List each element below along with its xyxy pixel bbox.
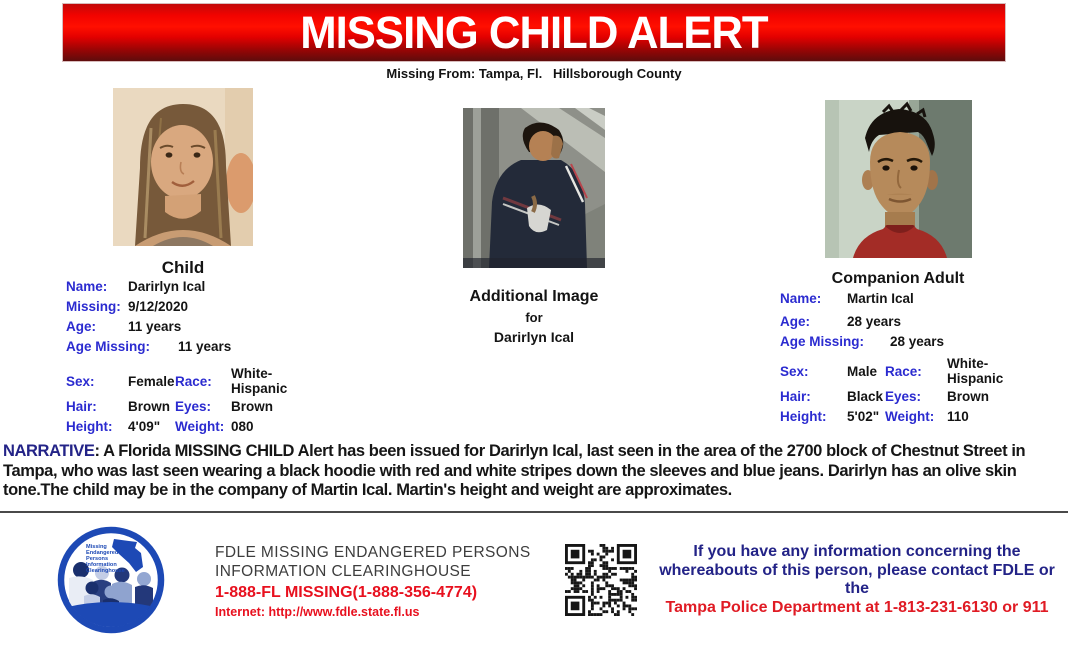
contact-block: [650, 543, 1064, 617]
logo-text-line: Persons: [86, 556, 109, 562]
eyes-label: Eyes:: [885, 388, 922, 404]
adult-age-missing-row: [780, 331, 1040, 351]
child-sex-race-row: [66, 366, 326, 396]
weight-value: 110: [947, 408, 969, 424]
adult-sex-race-row: [780, 356, 1040, 386]
child-age-row: [66, 316, 326, 336]
logo-text-line: Endangered: [86, 550, 119, 556]
weight-label: Weight:: [885, 408, 935, 424]
logo-text-line: Clearinghouse: [86, 568, 125, 574]
alert-title: MISSING CHILD ALERT: [300, 6, 768, 58]
height-value: 5'02": [847, 408, 880, 424]
eyes-label: Eyes:: [175, 398, 212, 414]
weight-label: Weight:: [175, 418, 225, 434]
narrative-label: NARRATIVE: [3, 442, 95, 460]
org-name-line2: INFORMATION CLEARINGHOUSE: [215, 563, 472, 580]
sex-label: Sex:: [66, 373, 95, 389]
contact-instructions: If you have any information concerning the whereabouts of this person, please contact FDLE or the: [659, 543, 1055, 597]
logo-text-line: Information: [86, 562, 117, 568]
hair-value: Brown: [128, 398, 170, 414]
org-name-line1: FDLE MISSING ENDANGERED PERSONS: [215, 544, 531, 561]
adult-info: [780, 288, 1040, 426]
child-hair-eyes-row: [66, 396, 326, 416]
age-value: 28 years: [847, 313, 902, 329]
name-label: Name:: [780, 290, 822, 306]
child-missing-row: [66, 296, 326, 316]
race-value: White-Hispanic: [947, 356, 1004, 386]
fdle-website: Internet: http://www.fdle.state.fl.us: [215, 605, 420, 619]
fdle-org-block: [215, 543, 555, 621]
race-label: Race:: [885, 363, 922, 379]
child-caption: Child: [161, 258, 205, 277]
adult-age-row: [780, 311, 1040, 331]
age-value: 11 years: [128, 318, 182, 334]
child-photo: [113, 88, 253, 246]
age-missing-label: Age Missing:: [66, 338, 151, 354]
additional-caption-name: Darirlyn Ical: [493, 329, 575, 345]
narrative: [3, 442, 1065, 501]
hair-label: Hair:: [66, 398, 97, 414]
additional-caption-for: for: [525, 310, 543, 325]
contact-police: Tampa Police Department at 1-813-231-6130 or 911: [665, 598, 1049, 616]
logo-text-line: Missing: [86, 544, 107, 550]
alert-banner: [62, 3, 1006, 62]
name-value: Martin Ical: [847, 290, 914, 306]
name-value: Darirlyn Ical: [128, 278, 206, 294]
fdle-clearinghouse-logo: [57, 526, 165, 634]
adult-height-weight-row: [780, 406, 1040, 426]
sex-label: Sex:: [780, 363, 809, 379]
sex-value: Female: [128, 373, 175, 389]
name-label: Name:: [66, 278, 108, 294]
eyes-value: Brown: [231, 398, 273, 414]
adult-name-row: [780, 288, 1040, 308]
hair-label: Hair:: [780, 388, 811, 404]
missing-value: 9/12/2020: [128, 298, 189, 314]
height-label: Height:: [780, 408, 827, 424]
missing-label: Missing:: [66, 298, 121, 314]
age-missing-label: Age Missing:: [780, 333, 865, 349]
sex-value: Male: [847, 363, 878, 379]
height-label: Height:: [66, 418, 113, 434]
hair-value: Black: [847, 388, 884, 404]
footer-divider: [0, 511, 1068, 513]
child-name-row: [66, 276, 326, 296]
age-missing-value: 11 years: [178, 338, 232, 354]
age-label: Age:: [780, 313, 810, 329]
height-value: 4'09": [128, 418, 161, 434]
age-missing-value: 28 years: [890, 333, 945, 349]
child-age-missing-row: [66, 336, 326, 356]
child-height-weight-row: [66, 416, 326, 436]
race-label: Race:: [175, 373, 212, 389]
adult-hair-eyes-row: [780, 386, 1040, 406]
child-info: [66, 276, 326, 436]
adult-caption: Companion Adult: [831, 270, 965, 287]
race-value: White-Hispanic: [231, 366, 288, 396]
adult-photo: [825, 100, 972, 258]
missing-from-line: Missing From: Tampa, Fl. Hillsborough County: [386, 66, 682, 81]
age-label: Age:: [66, 318, 96, 334]
qr-code: [565, 544, 637, 616]
eyes-value: Brown: [947, 388, 989, 404]
additional-caption-title: Additional Image: [469, 288, 599, 305]
weight-value: 080: [231, 418, 254, 434]
fdle-phone: 1-888-FL MISSING(1-888-356-4774): [215, 584, 478, 601]
additional-photo: [463, 108, 605, 268]
narrative-text: : A Florida MISSING CHILD Alert has been issued for Darirlyn Ical, last seen in the area of the 2700 block of Chestnut Street in Tampa, who was last seen wearing a black hoodie with red and white stripes down the sleeves and blue jeans. Darirlyn has an olive skin tone.The child may be in the company of Martin Ical. Martin's height and weight are approximates.: [3, 442, 1026, 499]
